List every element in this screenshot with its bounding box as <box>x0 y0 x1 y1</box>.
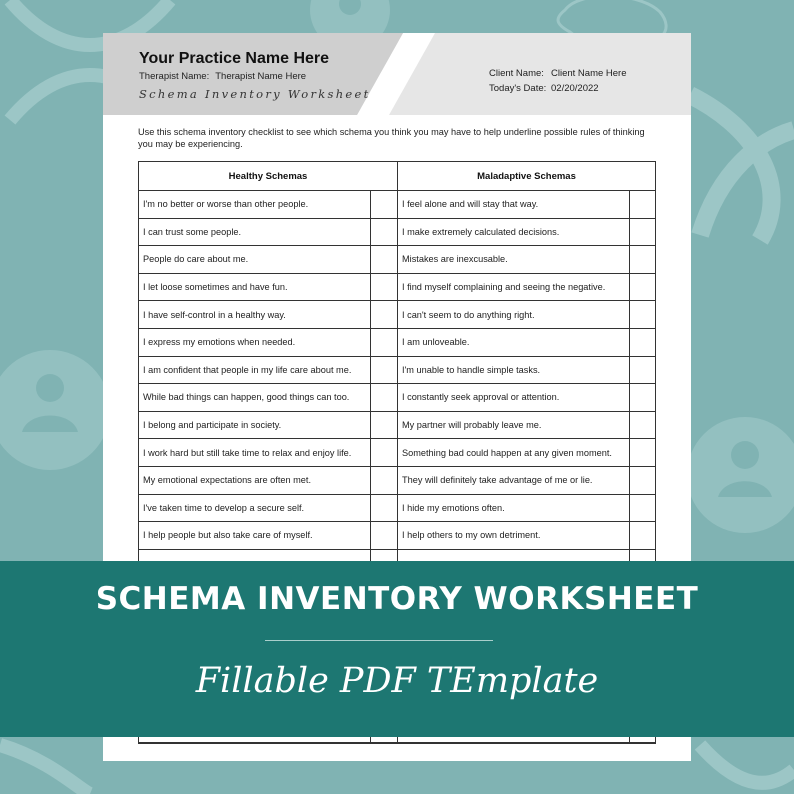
maladaptive-check-box[interactable] <box>630 384 655 411</box>
healthy-schema-text: My emotional expectations are often met. <box>139 467 371 494</box>
maladaptive-schema-text: They will definitely take advantage of me or lie. <box>398 467 630 494</box>
maladaptive-check-box[interactable] <box>630 467 655 494</box>
banner-subtitle: Fillable PDF TEmplate <box>195 661 599 701</box>
healthy-schema-text: While bad things can happen, good things can too. <box>139 384 371 411</box>
maladaptive-schema-text: I find myself complaining and seeing the negative. <box>398 274 630 301</box>
healthy-check-box[interactable] <box>371 357 398 384</box>
person-icon-right <box>687 417 794 533</box>
healthy-schema-text: I've taken time to develop a secure self. <box>139 495 371 522</box>
healthy-check-box[interactable] <box>371 439 398 466</box>
maladaptive-check-box[interactable] <box>630 329 655 356</box>
healthy-schema-text: People do care about me. <box>139 246 371 273</box>
practice-name: Your Practice Name Here <box>139 50 330 67</box>
maladaptive-check-box[interactable] <box>630 495 655 522</box>
client-value[interactable]: Client Name Here <box>551 68 627 79</box>
maladaptive-header: Maladaptive Schemas <box>477 170 576 182</box>
maladaptive-check-box[interactable] <box>630 274 655 301</box>
healthy-check-box[interactable] <box>371 467 398 494</box>
maladaptive-schema-text: Mistakes are inexcusable. <box>398 246 630 273</box>
intro-text: Use this schema inventory checklist to see which schema you think you may have to help underline possible rules of thinking you may be experiencing. <box>138 127 645 149</box>
maladaptive-schema-text: I feel alone and will stay that way. <box>398 191 630 218</box>
maladaptive-schema-text: Something bad could happen at any given moment. <box>398 439 630 466</box>
client-label: Client Name: <box>489 68 544 79</box>
promo-banner <box>0 561 794 737</box>
healthy-schema-text: I help people but also take care of myself. <box>139 522 371 549</box>
maladaptive-check-box[interactable] <box>630 246 655 273</box>
healthy-check-box[interactable] <box>371 384 398 411</box>
worksheet-title: Schema Inventory Worksheet <box>139 87 371 101</box>
person-icon-left <box>0 350 110 470</box>
healthy-schema-text: I'm no better or worse than other people. <box>139 191 371 218</box>
healthy-check-box[interactable] <box>371 191 398 218</box>
maladaptive-check-box[interactable] <box>630 301 655 328</box>
maladaptive-check-box[interactable] <box>630 439 655 466</box>
healthy-check-box[interactable] <box>371 219 398 246</box>
client-block <box>489 66 627 96</box>
therapist-row <box>139 71 312 82</box>
healthy-schema-text: I belong and participate in society. <box>139 412 371 439</box>
therapist-label: Therapist Name: <box>139 71 210 82</box>
maladaptive-check-box[interactable] <box>630 191 655 218</box>
table-header <box>139 162 655 191</box>
table-row <box>139 301 655 329</box>
dna-icon-bottom-left <box>0 745 90 794</box>
healthy-schema-text: I can trust some people. <box>139 219 371 246</box>
table-row <box>139 412 655 440</box>
dna-icon-bottom-right <box>700 745 794 783</box>
healthy-check-box[interactable] <box>371 522 398 549</box>
healthy-check-box[interactable] <box>371 412 398 439</box>
healthy-check-box[interactable] <box>371 246 398 273</box>
table-row <box>139 191 655 219</box>
table-row <box>139 522 655 550</box>
table-row <box>139 439 655 467</box>
maladaptive-schema-text: I help others to my own detriment. <box>398 522 630 549</box>
table-row <box>139 357 655 385</box>
maladaptive-check-box[interactable] <box>630 219 655 246</box>
maladaptive-schema-text: I constantly seek approval or attention. <box>398 384 630 411</box>
healthy-schema-text: I am confident that people in my life care about me. <box>139 357 371 384</box>
table-row <box>139 384 655 412</box>
date-value[interactable]: 02/20/2022 <box>551 83 599 94</box>
table-row <box>139 246 655 274</box>
healthy-schema-text: I work hard but still take time to relax and enjoy life. <box>139 439 371 466</box>
healthy-schema-text: I have self-control in a healthy way. <box>139 301 371 328</box>
date-label: Today's Date: <box>489 83 547 94</box>
table-row <box>139 495 655 523</box>
maladaptive-check-box[interactable] <box>630 522 655 549</box>
maladaptive-schema-text: I hide my emotions often. <box>398 495 630 522</box>
therapist-value[interactable]: Therapist Name Here <box>215 71 307 82</box>
healthy-header: Healthy Schemas <box>139 162 398 190</box>
table-row <box>139 467 655 495</box>
maladaptive-schema-text: I can't seem to do anything right. <box>398 301 630 328</box>
healthy-schema-text: I let loose sometimes and have fun. <box>139 274 371 301</box>
healthy-schema-text: I express my emotions when needed. <box>139 329 371 356</box>
maladaptive-schema-text: My partner will probably leave me. <box>398 412 630 439</box>
healthy-check-box[interactable] <box>371 274 398 301</box>
maladaptive-check-box[interactable] <box>630 412 655 439</box>
healthy-check-box[interactable] <box>371 495 398 522</box>
table-row <box>139 219 655 247</box>
healthy-check-box[interactable] <box>371 329 398 356</box>
maladaptive-schema-text: I make extremely calculated decisions. <box>398 219 630 246</box>
table-row <box>139 329 655 357</box>
maladaptive-schema-text: I am unloveable. <box>398 329 630 356</box>
maladaptive-check-box[interactable] <box>630 357 655 384</box>
dna-icon-right <box>690 95 794 240</box>
banner-title: SCHEMA INVENTORY WORKSHEET <box>95 581 699 617</box>
banner-divider <box>265 640 493 641</box>
table-row <box>139 274 655 302</box>
maladaptive-schema-text: I'm unable to handle simple tasks. <box>398 357 630 384</box>
healthy-check-box[interactable] <box>371 301 398 328</box>
